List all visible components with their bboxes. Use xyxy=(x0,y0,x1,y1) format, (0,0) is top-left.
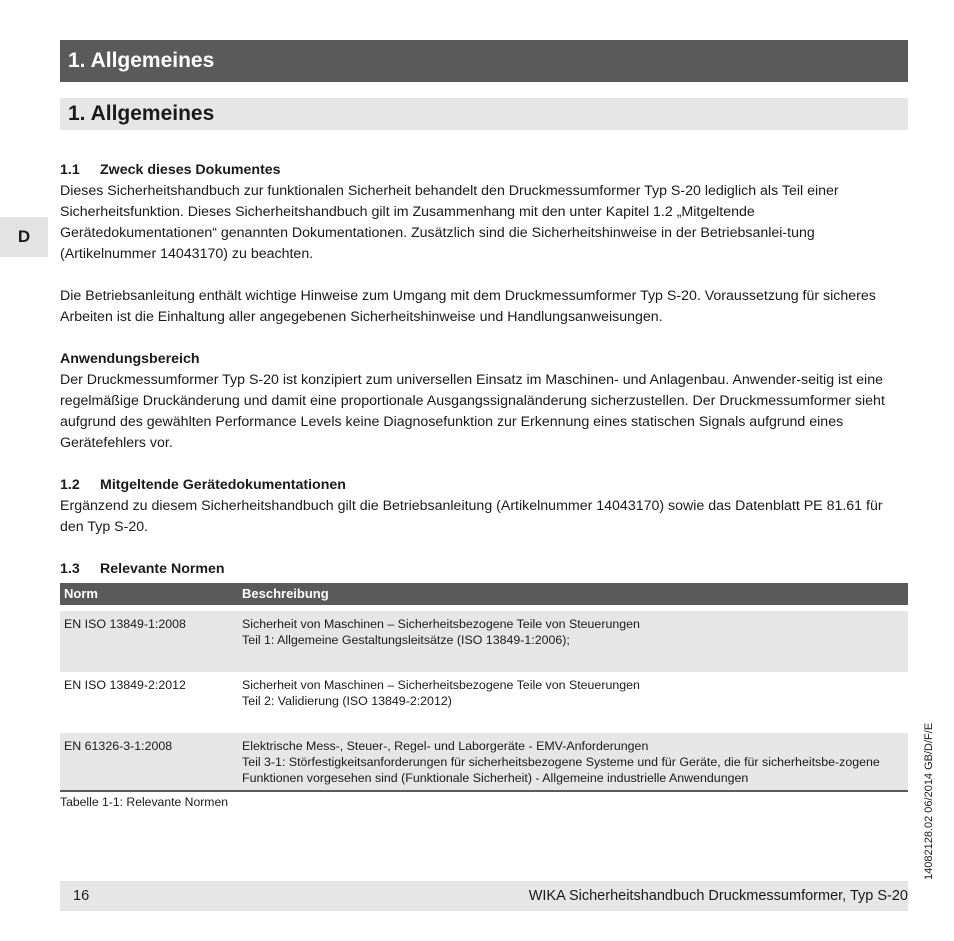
chapter-header-dark: 1. Allgemeines xyxy=(60,40,908,82)
paragraph-application: Der Druckmessumformer Typ S-20 ist konzipiert zum universellen Einsatz im Maschinen- und Anlagenbau. Anwender-seitig ist eine regelmäßige Druckänderung und damit eine proportionale Ausgangssignaländerung sicherzustellen. Der Druckmessumformer sieht aufgrund des gewählten Performance Levels keine Diagnosefunktion zur Erkennung eines statischen Signals aufgrund eines Gerätefehlers vor. xyxy=(60,372,885,451)
chapter-header-light: 1. Allgemeines xyxy=(60,98,908,130)
section-heading-1-1: 1.1 Zweck dieses Dokumentes xyxy=(60,162,281,178)
section-heading-1-2: 1.2 Mitgeltende Gerätedokumentationen xyxy=(60,477,346,493)
table-caption: Tabelle 1-1: Relevante Normen xyxy=(60,795,229,809)
norm-cell: EN ISO 13849-2:2012 xyxy=(64,678,186,692)
description-cell: Elektrische Mess-, Steuer-, Regel- und Laborgeräte - EMV-Anforderungen Teil 3-1: Störfestigkeitsanforderungen für sicherheitsbezogene Systeme und für Geräte, die für sicherheitsbe-zogene Funktionen vorgesehen sind (Funktionale Sicherheit) - Allgemeine industrielle Anwendungen xyxy=(238,733,908,791)
table-row xyxy=(60,733,908,791)
page-number: 16 xyxy=(73,888,90,904)
norm-cell: EN 61326-3-1:2008 xyxy=(60,733,238,791)
table-row xyxy=(60,611,908,672)
standards-table xyxy=(60,583,908,792)
paragraph-related-docs: Ergänzend zu diesem Sicherheitshandbuch gilt die Betriebsanleitung (Artikelnummer 14043170) sowie das Datenblatt PE 81.61 für den Typ S-20. xyxy=(60,498,883,535)
paragraph-purpose: Dieses Sicherheitshandbuch zur funktionalen Sicherheit behandelt den Druckmessumformer Typ S-20 lediglich als Teil einer Sicherheitsfunktion. Dieses Sicherheitshandbuch gilt im Zusammenhang mit den unter Kapitel 1.2 „Mitgeltende Gerätedokumentationen“ genannten Dokumentationen. Zusätzlich sind die Sicherheitshinweise in der Betriebsanlei-tung (Artikelnummer 14043170) zu beachten. xyxy=(60,183,839,262)
norm-cell: EN ISO 13849-1:2008 xyxy=(60,611,238,672)
section-heading-application: Anwendungsbereich xyxy=(60,351,200,367)
page-footer xyxy=(60,881,908,911)
table-header-description: Beschreibung xyxy=(238,583,908,605)
description-cell: Sicherheit von Maschinen – Sicherheitsbezogene Teile von Steuerungen Teil 1: Allgemeine Gestaltungsleitsätze (ISO 13849-1:2006); xyxy=(238,611,908,672)
table-header-norm: Norm xyxy=(60,583,238,605)
footer-doc-title: WIKA Sicherheitshandbuch Druckmessumformer, Typ S-20 xyxy=(528,888,908,904)
section-heading-1-3: 1.3 Relevante Normen xyxy=(60,561,225,577)
language-tab: D xyxy=(0,217,48,257)
main-content xyxy=(60,160,910,580)
paragraph-operating-instructions: Die Betriebsanleitung enthält wichtige Hinweise zum Umgang mit dem Druckmessumformer Typ S-20. Voraussetzung für sicheres Arbeiten ist die Einhaltung aller angegebenen Sicherheitshinweise und Handlungsanweisungen. xyxy=(60,288,876,325)
document-code: 14082128.02 06/2014 GB/D/F/E xyxy=(923,722,935,880)
description-cell: Sicherheit von Maschinen – Sicherheitsbezogene Teile von Steuerungen Teil 2: Validierung (ISO 13849-2:2012) xyxy=(242,678,640,708)
table-row xyxy=(60,672,908,733)
